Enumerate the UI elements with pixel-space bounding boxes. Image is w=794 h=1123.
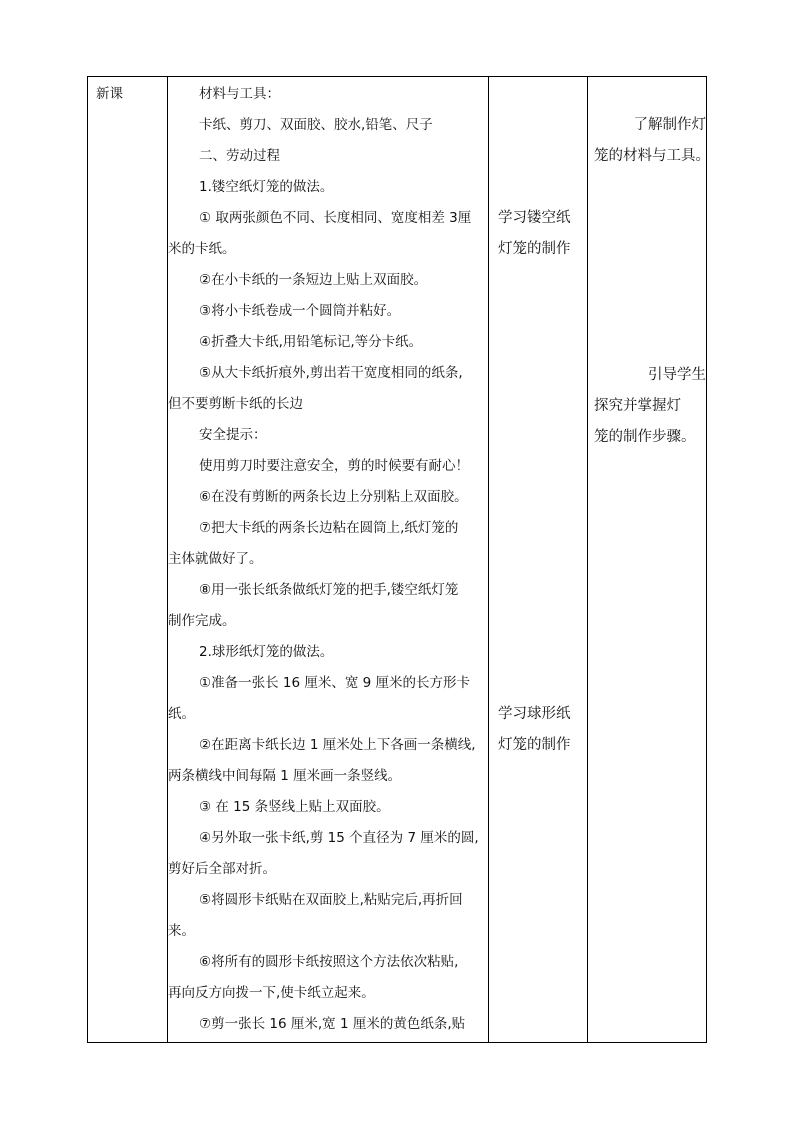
- activity-line: 学习镂空纸: [498, 210, 571, 226]
- student-activity-2: [498, 699, 588, 761]
- student-activity-1: [498, 203, 588, 265]
- content-line: 但不要剪断卡纸的长边: [168, 396, 303, 412]
- content-line: 安全提示：: [199, 427, 267, 443]
- design-intent-2: [594, 360, 706, 453]
- content-cell: [168, 79, 486, 1040]
- intent-line: 了解制作灯: [633, 117, 706, 133]
- content-line: ⑤从大卡纸折痕外,剪出若干宽度相同的纸条,: [199, 365, 463, 381]
- content-line: ①准备一张长 16 厘米、宽 9 厘米的长方形卡: [199, 675, 471, 691]
- content-line: ⑤将圆形卡纸贴在双面胶上,粘贴完后,再折回: [199, 892, 463, 908]
- intent-line: 笼的制作步骤。: [594, 429, 696, 445]
- activity-line: 学习球形纸: [498, 706, 571, 722]
- content-line: 二、劳动过程: [199, 148, 280, 164]
- content-line: 两条横线中间每隔 1 厘米画一条竖线。: [168, 768, 402, 784]
- content-line: ⑥将所有的圆形卡纸按照这个方法依次粘贴,: [199, 954, 459, 970]
- content-line: ④折叠大卡纸,用铅笔标记,等分卡纸。: [199, 334, 423, 350]
- content-line: 米的卡纸。: [168, 241, 236, 257]
- content-line: ④另外取一张卡纸,剪 15 个直径为 7 厘米的圆,: [199, 830, 479, 846]
- intent-line: 引导学生: [648, 367, 706, 383]
- content-line: ②在距离卡纸长边 1 厘米处上下各画一条横线,: [199, 737, 476, 753]
- content-line: ②在小卡纸的一条短边上贴上双面胶。: [199, 272, 428, 288]
- intent-line: 笼的材料与工具。: [594, 148, 710, 164]
- content-line: 2.球形纸灯笼的做法。: [199, 644, 334, 660]
- content-line: ③ 在 15 条竖线上贴上双面胶。: [199, 799, 390, 815]
- content-line: ③将小卡纸卷成一个圆筒并粘好。: [199, 303, 401, 319]
- content-line: 使用剪刀时要注意安全，剪的时候要有耐心！: [199, 458, 469, 474]
- content-line: ⑦剪一张长 16 厘米,宽 1 厘米的黄色纸条,贴: [199, 1016, 466, 1032]
- content-line: 1.镂空纸灯笼的做法。: [199, 179, 334, 195]
- content-line: 主体就做好了。: [168, 551, 263, 567]
- content-line: 卡纸、剪刀、双面胶、胶水,铅笔、尺子: [199, 117, 433, 133]
- content-line: ⑦把大卡纸的两条长边粘在圆筒上,纸灯笼的: [199, 520, 459, 536]
- content-line: ⑧用一张长纸条做纸灯笼的把手,镂空纸灯笼: [199, 582, 459, 598]
- content-line: 材料与工具：: [199, 86, 280, 102]
- content-line: 纸。: [168, 706, 195, 722]
- intent-line: 探究并掌握灯: [594, 398, 681, 414]
- activity-line: 灯笼的制作: [498, 241, 571, 257]
- content-line: ⑥在没有剪断的两条长边上分别粘上双面胶。: [199, 489, 468, 505]
- content-line: ① 取两张颜色不同、长度相同、宽度相差 3厘: [199, 210, 472, 226]
- activity-line: 灯笼的制作: [498, 737, 571, 753]
- content-line: 再向反方向拨一下,使卡纸立起来。: [168, 985, 375, 1001]
- column-divider: [488, 77, 489, 1042]
- content-line: 来。: [168, 923, 195, 939]
- content-line: 制作完成。: [168, 613, 236, 629]
- design-intent-1: [594, 110, 710, 172]
- content-line: 剪好后全部对折。: [168, 861, 276, 877]
- stage-cell: 新课: [96, 86, 123, 102]
- lesson-table: [87, 76, 710, 1043]
